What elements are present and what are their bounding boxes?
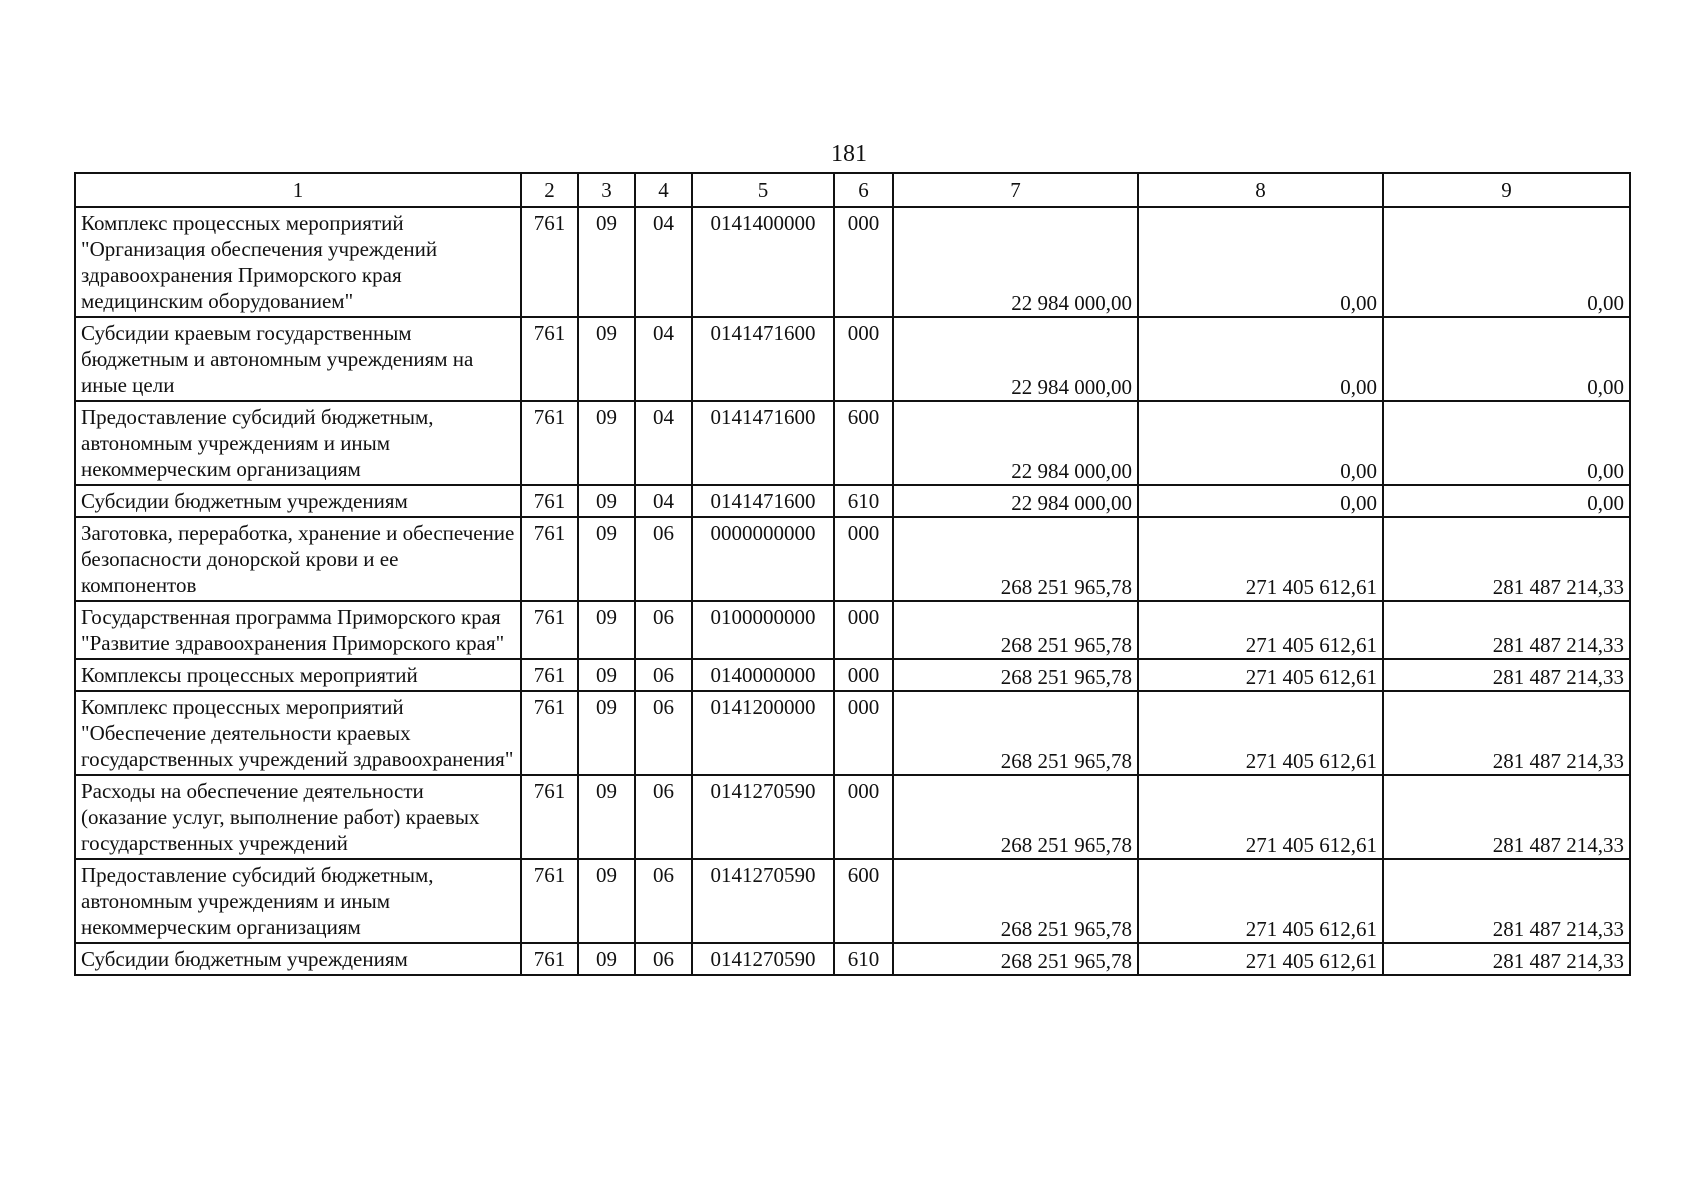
amount-cell: 268 251 965,78 (893, 859, 1138, 943)
code-cell: 761 (521, 517, 578, 601)
table-row (75, 691, 1630, 775)
budget-table (74, 172, 1631, 976)
code-cell: 09 (578, 401, 635, 485)
row-name-cell: Государственная программа Приморского края "Развитие здравоохранения Приморского края" (75, 601, 521, 659)
code-cell: 000 (834, 317, 893, 401)
row-name-cell: Субсидии краевым государственным бюджетным и автономным учреждениям на иные цели (75, 317, 521, 401)
table-row (75, 485, 1630, 517)
code-cell: 000 (834, 659, 893, 691)
amount-cell: 0,00 (1383, 317, 1630, 401)
header-cell: 8 (1138, 173, 1383, 207)
code-cell: 600 (834, 401, 893, 485)
amount-cell: 271 405 612,61 (1138, 601, 1383, 659)
code-cell: 610 (834, 943, 893, 975)
code-cell: 09 (578, 659, 635, 691)
row-name-cell: Субсидии бюджетным учреждениям (75, 943, 521, 975)
amount-cell: 271 405 612,61 (1138, 943, 1383, 975)
amount-cell: 281 487 214,33 (1383, 859, 1630, 943)
amount-cell: 281 487 214,33 (1383, 691, 1630, 775)
row-name-cell: Заготовка, переработка, хранение и обеспечение безопасности донорской крови и ее компонентов (75, 517, 521, 601)
code-cell: 0140000000 (692, 659, 834, 691)
amount-cell: 0,00 (1383, 485, 1630, 517)
row-name-cell: Комплекс процессных мероприятий "Организация обеспечения учреждений здравоохранения Приморского края медицинским оборудованием" (75, 207, 521, 317)
amount-cell: 0,00 (1138, 207, 1383, 317)
amount-cell: 271 405 612,61 (1138, 859, 1383, 943)
code-cell: 06 (635, 691, 692, 775)
code-cell: 04 (635, 485, 692, 517)
header-cell: 9 (1383, 173, 1630, 207)
amount-cell: 268 251 965,78 (893, 691, 1138, 775)
code-cell: 761 (521, 775, 578, 859)
code-cell: 000 (834, 207, 893, 317)
code-cell: 06 (635, 659, 692, 691)
code-cell: 09 (578, 859, 635, 943)
code-cell: 09 (578, 943, 635, 975)
code-cell: 0141270590 (692, 859, 834, 943)
table-row (75, 659, 1630, 691)
code-cell: 0141200000 (692, 691, 834, 775)
amount-cell: 271 405 612,61 (1138, 517, 1383, 601)
amount-cell: 0,00 (1383, 207, 1630, 317)
code-cell: 600 (834, 859, 893, 943)
row-name-cell: Расходы на обеспечение деятельности (оказание услуг, выполнение работ) краевых государственных учреждений (75, 775, 521, 859)
row-name-cell: Субсидии бюджетным учреждениям (75, 485, 521, 517)
amount-cell: 268 251 965,78 (893, 659, 1138, 691)
amount-cell: 268 251 965,78 (893, 601, 1138, 659)
table-row (75, 859, 1630, 943)
code-cell: 04 (635, 317, 692, 401)
code-cell: 06 (635, 943, 692, 975)
amount-cell: 22 984 000,00 (893, 401, 1138, 485)
amount-cell: 271 405 612,61 (1138, 691, 1383, 775)
amount-cell: 22 984 000,00 (893, 207, 1138, 317)
table-row (75, 943, 1630, 975)
code-cell: 0000000000 (692, 517, 834, 601)
code-cell: 0141471600 (692, 485, 834, 517)
code-cell: 04 (635, 401, 692, 485)
code-cell: 09 (578, 485, 635, 517)
header-cell: 2 (521, 173, 578, 207)
code-cell: 0100000000 (692, 601, 834, 659)
amount-cell: 0,00 (1138, 401, 1383, 485)
code-cell: 0141471600 (692, 317, 834, 401)
header-cell: 7 (893, 173, 1138, 207)
code-cell: 000 (834, 775, 893, 859)
amount-cell: 268 251 965,78 (893, 943, 1138, 975)
code-cell: 761 (521, 207, 578, 317)
header-row (75, 173, 1630, 207)
code-cell: 000 (834, 517, 893, 601)
page-number: 181 (831, 141, 867, 167)
code-cell: 761 (521, 317, 578, 401)
table-row (75, 207, 1630, 317)
code-cell: 761 (521, 691, 578, 775)
code-cell: 761 (521, 401, 578, 485)
code-cell: 761 (521, 859, 578, 943)
code-cell: 06 (635, 775, 692, 859)
code-cell: 06 (635, 601, 692, 659)
code-cell: 04 (635, 207, 692, 317)
code-cell: 09 (578, 517, 635, 601)
row-name-cell: Предоставление субсидий бюджетным, автономным учреждениям и иным некоммерческим организациям (75, 859, 521, 943)
amount-cell: 0,00 (1138, 317, 1383, 401)
code-cell: 761 (521, 659, 578, 691)
amount-cell: 268 251 965,78 (893, 517, 1138, 601)
amount-cell: 281 487 214,33 (1383, 775, 1630, 859)
amount-cell: 271 405 612,61 (1138, 659, 1383, 691)
amount-cell: 281 487 214,33 (1383, 517, 1630, 601)
amount-cell: 281 487 214,33 (1383, 659, 1630, 691)
code-cell: 06 (635, 859, 692, 943)
header-cell: 1 (75, 173, 521, 207)
table-row (75, 775, 1630, 859)
code-cell: 000 (834, 691, 893, 775)
amount-cell: 22 984 000,00 (893, 317, 1138, 401)
code-cell: 761 (521, 601, 578, 659)
code-cell: 09 (578, 691, 635, 775)
table-row (75, 517, 1630, 601)
row-name-cell: Предоставление субсидий бюджетным, автономным учреждениям и иным некоммерческим организациям (75, 401, 521, 485)
code-cell: 0141400000 (692, 207, 834, 317)
amount-cell: 268 251 965,78 (893, 775, 1138, 859)
code-cell: 610 (834, 485, 893, 517)
code-cell: 0141270590 (692, 943, 834, 975)
code-cell: 000 (834, 601, 893, 659)
code-cell: 09 (578, 601, 635, 659)
table-row (75, 317, 1630, 401)
row-name-cell: Комплекс процессных мероприятий "Обеспечение деятельности краевых государственных учреждений здравоохранения" (75, 691, 521, 775)
amount-cell: 0,00 (1138, 485, 1383, 517)
header-cell: 3 (578, 173, 635, 207)
amount-cell: 281 487 214,33 (1383, 943, 1630, 975)
code-cell: 09 (578, 317, 635, 401)
code-cell: 0141471600 (692, 401, 834, 485)
amount-cell: 281 487 214,33 (1383, 601, 1630, 659)
header-cell: 5 (692, 173, 834, 207)
code-cell: 761 (521, 943, 578, 975)
table-row (75, 601, 1630, 659)
amount-cell: 22 984 000,00 (893, 485, 1138, 517)
code-cell: 0141270590 (692, 775, 834, 859)
amount-cell: 271 405 612,61 (1138, 775, 1383, 859)
code-cell: 06 (635, 517, 692, 601)
header-cell: 6 (834, 173, 893, 207)
code-cell: 761 (521, 485, 578, 517)
code-cell: 09 (578, 775, 635, 859)
amount-cell: 0,00 (1383, 401, 1630, 485)
row-name-cell: Комплексы процессных мероприятий (75, 659, 521, 691)
code-cell: 09 (578, 207, 635, 317)
header-cell: 4 (635, 173, 692, 207)
table-row (75, 401, 1630, 485)
